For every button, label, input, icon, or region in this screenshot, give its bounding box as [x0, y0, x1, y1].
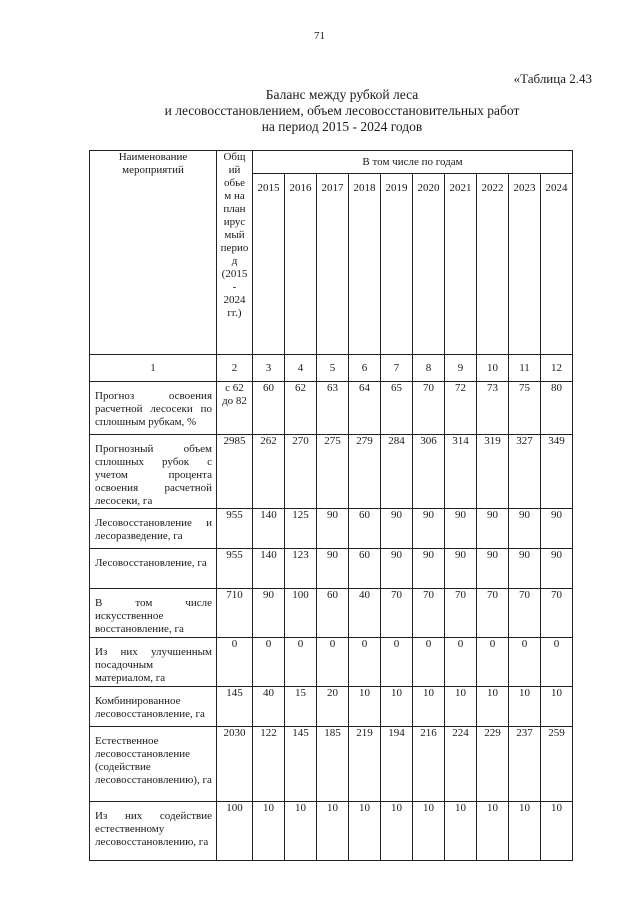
row-year-value-2020: 70	[413, 382, 445, 435]
header-years-group: В том числе по годам	[253, 151, 573, 174]
column-number: 7	[381, 355, 413, 382]
row-total: 710	[217, 589, 253, 638]
row-year-value-2016: 62	[285, 382, 317, 435]
row-year-value-2018: 64	[349, 382, 381, 435]
row-year-value-2019: 0	[381, 638, 413, 687]
header-year-2018: 2018	[349, 174, 381, 355]
row-year-value-2019: 65	[381, 382, 413, 435]
column-number: 1	[90, 355, 217, 382]
row-year-value-2024: 90	[541, 509, 573, 549]
row-year-value-2018: 10	[349, 802, 381, 861]
table-row	[90, 589, 573, 638]
row-name: Из них содействие естественному лесовосстановлению, га	[90, 802, 217, 861]
row-year-value-2023: 75	[509, 382, 541, 435]
header-total-line: м на	[224, 190, 245, 202]
row-total: 2030	[217, 727, 253, 802]
row-name: Прогноз освоения расчетной лесосеки по сплошным рубкам, %	[90, 382, 217, 435]
row-year-value-2018: 279	[349, 435, 381, 509]
header-total-line: (2015	[221, 268, 248, 280]
header-total-col	[217, 151, 253, 355]
row-year-value-2018: 60	[349, 549, 381, 589]
header-year-2020: 2020	[413, 174, 445, 355]
header-year-2023: 2023	[509, 174, 541, 355]
row-year-value-2020: 216	[413, 727, 445, 802]
row-name: Естественное лесовосстановление (содействие лесовосстановлению), га	[90, 727, 217, 802]
row-year-value-2020: 10	[413, 687, 445, 727]
row-year-value-2019: 284	[381, 435, 413, 509]
row-year-value-2018: 219	[349, 727, 381, 802]
table-row	[90, 687, 573, 727]
row-year-value-2021: 0	[445, 638, 477, 687]
row-year-value-2016: 270	[285, 435, 317, 509]
row-year-value-2022: 10	[477, 802, 509, 861]
row-year-value-2015: 122	[253, 727, 285, 802]
table-title	[92, 87, 592, 135]
header-row-1	[90, 151, 573, 174]
row-total: 145	[217, 687, 253, 727]
header-total-line: 2024	[223, 294, 246, 306]
row-year-value-2022: 319	[477, 435, 509, 509]
row-total: 955	[217, 509, 253, 549]
row-year-value-2020: 306	[413, 435, 445, 509]
row-year-value-2016: 15	[285, 687, 317, 727]
header-year-2019: 2019	[381, 174, 413, 355]
header-total-line: обье	[224, 177, 245, 189]
row-year-value-2021: 72	[445, 382, 477, 435]
row-year-value-2017: 90	[317, 549, 349, 589]
page-number: 71	[314, 30, 325, 42]
row-year-value-2017: 90	[317, 509, 349, 549]
column-number: 11	[509, 355, 541, 382]
row-year-value-2018: 10	[349, 687, 381, 727]
column-number: 8	[413, 355, 445, 382]
column-number: 4	[285, 355, 317, 382]
table-row	[90, 435, 573, 509]
column-number: 6	[349, 355, 381, 382]
row-year-value-2017: 20	[317, 687, 349, 727]
column-number: 12	[541, 355, 573, 382]
table-row	[90, 802, 573, 861]
row-total: 955	[217, 549, 253, 589]
row-name: Комбинированное лесовосстановление, га	[90, 687, 217, 727]
title-line-2: и лесовосстановлением, объем лесовосстановительных работ	[164, 103, 520, 118]
table-row	[90, 638, 573, 687]
row-year-value-2021: 10	[445, 802, 477, 861]
row-year-value-2015: 140	[253, 549, 285, 589]
header-total-line: Общ	[223, 151, 246, 163]
row-year-value-2023: 237	[509, 727, 541, 802]
row-name: Из них улучшенным посадочным материалом, га	[90, 638, 217, 687]
row-year-value-2023: 327	[509, 435, 541, 509]
row-total: 0	[217, 638, 253, 687]
header-total-line: гг.)	[227, 307, 242, 319]
row-year-value-2021: 70	[445, 589, 477, 638]
row-year-value-2020: 90	[413, 549, 445, 589]
header-year-2021: 2021	[445, 174, 477, 355]
row-year-value-2023: 10	[509, 802, 541, 861]
row-year-value-2019: 10	[381, 687, 413, 727]
header-total-line: д	[231, 255, 238, 267]
row-year-value-2017: 60	[317, 589, 349, 638]
row-year-value-2022: 73	[477, 382, 509, 435]
header-total-line: план	[223, 203, 246, 215]
table-row	[90, 549, 573, 589]
row-year-value-2024: 259	[541, 727, 573, 802]
row-total: 2985	[217, 435, 253, 509]
row-year-value-2016: 123	[285, 549, 317, 589]
row-year-value-2016: 0	[285, 638, 317, 687]
row-year-value-2021: 224	[445, 727, 477, 802]
row-year-value-2022: 90	[477, 509, 509, 549]
row-year-value-2015: 0	[253, 638, 285, 687]
row-year-value-2015: 262	[253, 435, 285, 509]
row-year-value-2018: 60	[349, 509, 381, 549]
header-year-2015: 2015	[253, 174, 285, 355]
row-year-value-2019: 10	[381, 802, 413, 861]
row-year-value-2022: 90	[477, 549, 509, 589]
table-row	[90, 509, 573, 549]
header-year-2017: 2017	[317, 174, 349, 355]
header-total-line: ий	[228, 164, 241, 176]
row-name: Прогнозный объем сплошных рубок с учетом процента освоения расчетной лесосеки, га	[90, 435, 217, 509]
row-year-value-2023: 0	[509, 638, 541, 687]
row-year-value-2019: 90	[381, 509, 413, 549]
row-year-value-2017: 275	[317, 435, 349, 509]
row-year-value-2024: 10	[541, 687, 573, 727]
row-year-value-2015: 10	[253, 802, 285, 861]
row-year-value-2015: 90	[253, 589, 285, 638]
header-total-line: -	[232, 281, 237, 293]
row-year-value-2024: 70	[541, 589, 573, 638]
row-year-value-2017: 10	[317, 802, 349, 861]
column-number: 10	[477, 355, 509, 382]
column-numbers-row	[90, 355, 573, 382]
row-year-value-2020: 70	[413, 589, 445, 638]
row-year-value-2017: 0	[317, 638, 349, 687]
row-year-value-2015: 40	[253, 687, 285, 727]
balance-table	[89, 150, 573, 861]
row-year-value-2016: 125	[285, 509, 317, 549]
row-year-value-2022: 10	[477, 687, 509, 727]
header-total-line: перио	[220, 242, 249, 254]
title-line-1: Баланс между рубкой леса	[265, 87, 419, 102]
row-year-value-2023: 90	[509, 549, 541, 589]
row-year-value-2023: 90	[509, 509, 541, 549]
row-year-value-2017: 63	[317, 382, 349, 435]
column-number: 3	[253, 355, 285, 382]
row-year-value-2020: 10	[413, 802, 445, 861]
row-year-value-2015: 140	[253, 509, 285, 549]
table-row	[90, 382, 573, 435]
row-year-value-2017: 185	[317, 727, 349, 802]
row-year-value-2024: 80	[541, 382, 573, 435]
row-year-value-2018: 0	[349, 638, 381, 687]
row-year-value-2022: 70	[477, 589, 509, 638]
row-total: 100	[217, 802, 253, 861]
column-number: 2	[217, 355, 253, 382]
header-total-line: ирус	[223, 216, 246, 228]
column-number: 5	[317, 355, 349, 382]
table-row	[90, 727, 573, 802]
row-year-value-2019: 194	[381, 727, 413, 802]
title-line-3: на период 2015 - 2024 годов	[261, 119, 423, 134]
table-reference: «Таблица 2.43	[513, 71, 592, 86]
row-year-value-2021: 90	[445, 509, 477, 549]
row-year-value-2024: 10	[541, 802, 573, 861]
header-year-2022: 2022	[477, 174, 509, 355]
row-year-value-2022: 229	[477, 727, 509, 802]
row-year-value-2016: 10	[285, 802, 317, 861]
column-number: 9	[445, 355, 477, 382]
row-year-value-2023: 70	[509, 589, 541, 638]
row-year-value-2022: 0	[477, 638, 509, 687]
row-year-value-2021: 90	[445, 549, 477, 589]
header-name-col: Наименование мероприятий	[90, 151, 217, 355]
row-year-value-2019: 70	[381, 589, 413, 638]
row-name: Лесовосстановление, га	[90, 549, 217, 589]
row-year-value-2016: 145	[285, 727, 317, 802]
row-year-value-2021: 10	[445, 687, 477, 727]
row-year-value-2024: 90	[541, 549, 573, 589]
row-year-value-2015: 60	[253, 382, 285, 435]
row-year-value-2024: 0	[541, 638, 573, 687]
row-year-value-2023: 10	[509, 687, 541, 727]
row-year-value-2024: 349	[541, 435, 573, 509]
row-year-value-2020: 0	[413, 638, 445, 687]
row-year-value-2019: 90	[381, 549, 413, 589]
row-year-value-2016: 100	[285, 589, 317, 638]
row-year-value-2018: 40	[349, 589, 381, 638]
row-name: Лесовосстановление и лесоразведение, га	[90, 509, 217, 549]
row-year-value-2020: 90	[413, 509, 445, 549]
row-total: с 62 до 82	[217, 382, 253, 435]
header-year-2024: 2024	[541, 174, 573, 355]
row-name: В том числе искусственное восстановление, га	[90, 589, 217, 638]
header-total-line: мый	[224, 229, 245, 241]
header-year-2016: 2016	[285, 174, 317, 355]
row-year-value-2021: 314	[445, 435, 477, 509]
